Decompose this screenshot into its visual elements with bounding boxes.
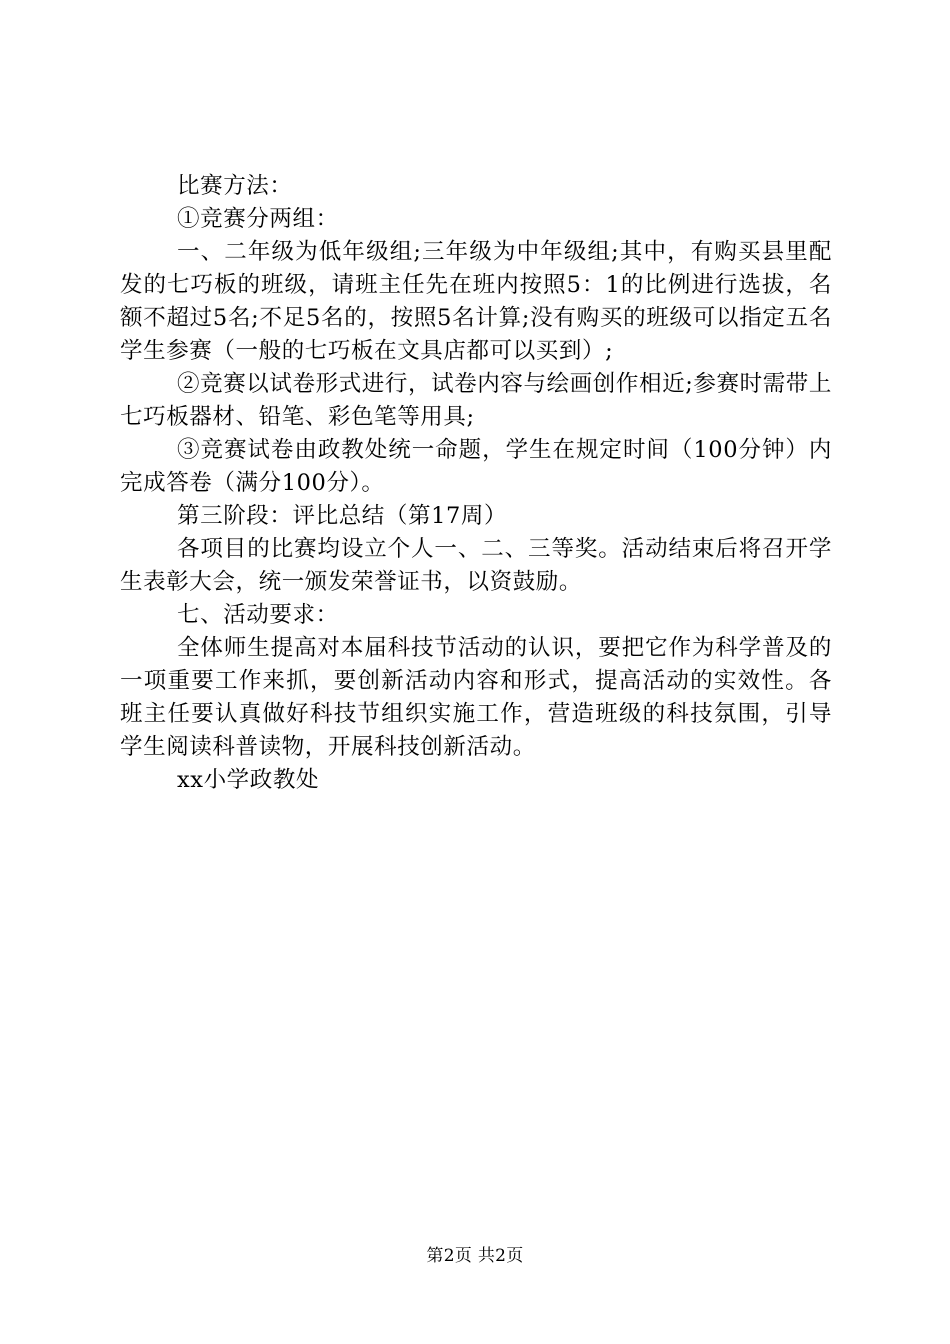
heading-requirements: 七、活动要求： (177, 602, 339, 628)
document-body (120, 170, 832, 797)
item-3-exam: ③竞赛试卷由政教处统一命题，学生在规定时间（100分钟）内完成答卷（满分100分）。 (120, 437, 832, 496)
paragraph-group-rules: 一、二年级为低年级组;三年级为中年级组;其中，有购买县里配发的七巧板的班级，请班主任先在班内按照5：1的比例进行选拔，名额不超过5名;不足5名的，按照5名计算;没有购买的班级可以指定五名学生参赛（一般的七巧板在文具店都可以买到）; (120, 239, 832, 364)
page-number-footer: 第2页 共2页 (426, 1246, 524, 1266)
signature-office: xx小学政教处 (177, 767, 320, 793)
paragraph-awards: 各项目的比赛均设立个人一、二、三等奖。活动结束后将召开学生表彰大会，统一颁发荣誉证书，以资鼓励。 (120, 536, 832, 595)
heading-stage-three: 第三阶段：评比总结（第17周） (177, 503, 508, 529)
item-2-format: ②竞赛以试卷形式进行，试卷内容与绘画创作相近;参赛时需带上七巧板器材、铅笔、彩色笔等用具; (120, 371, 832, 430)
item-1-groups: ①竞赛分两组： (177, 206, 339, 232)
paragraph-requirements: 全体师生提高对本届科技节活动的认识，要把它作为科学普及的一项重要工作来抓，要创新活动内容和形式，提高活动的实效性。各班主任要认真做好科技节组织实施工作，营造班级的科技氛围，引导学生阅读科普读物，开展科技创新活动。 (120, 635, 832, 760)
heading-competition-method: 比赛方法： (177, 173, 293, 199)
